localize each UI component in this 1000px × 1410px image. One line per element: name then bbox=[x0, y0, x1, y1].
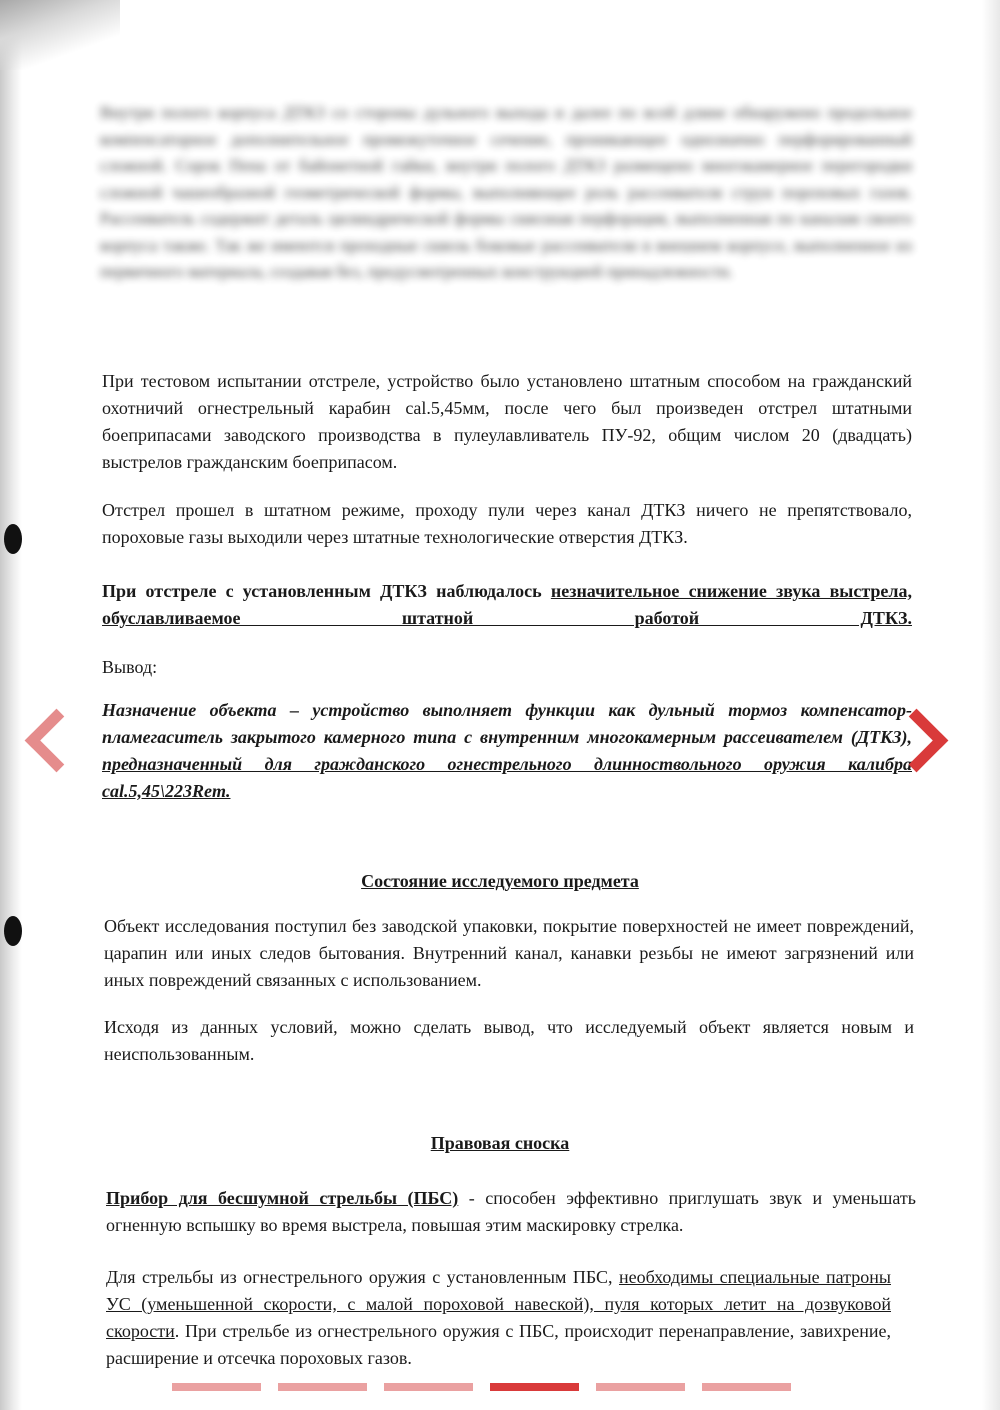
observation-emphasis: незначительное снижение звука выстрела, обуславливаемое штатной работой ДТКЗ. bbox=[102, 581, 912, 628]
page-dot[interactable] bbox=[384, 1383, 473, 1391]
page-shadow-top bbox=[0, 0, 120, 70]
pbs-ammo-emphasis: необходимы специальные патроны УС (уменьшенной скорости, с малой пороховой навеской), пуля которых летит на дозвуковой скорости bbox=[106, 1267, 891, 1341]
page-shadow-left bbox=[0, 0, 22, 1410]
page-edge-right bbox=[982, 0, 1000, 1410]
page-dot[interactable] bbox=[702, 1383, 791, 1391]
conclusion-text: Назначение объекта – устройство выполняет функции как дульный тормоз компенсатор-пламегаситель закрытого камерного типа с внутренним многокамерным рассеивателем (ДТКЗ), bbox=[102, 700, 912, 747]
heading-object-state: Состояние исследуемого предмета bbox=[361, 871, 639, 891]
paragraph-observation bbox=[102, 578, 912, 632]
pbs-definition-text: - способен эффективно приглушать звук и уменьшать огненную вспышку во время выстрела, повышая этим маскировку стрелка. bbox=[106, 1188, 917, 1235]
pbs-term: Прибор для бесшумной стрельбы (ПБС) bbox=[106, 1188, 459, 1208]
blurred-paragraph: Внутри полого корпуса ДТКЗ со стороны дульного выхода и далее по всей длине обнаружено продольное компенсаторное дополнительное промежуточное сечение, проникающее однозначно перфорированный сложной. Сорок Пена от байонетной гайки, внутри полого ДТКЗ размещено многокамерное перегородки сложной чашеобразной геометрической формы, выполняющее роль рассеивателя струи пороховых газов. Рассеиватель содержит деталь цилиндрической формы сквозная перфорация, выполненная по каналам своего корпуса также. Так же имеются проходные сквозь боковые рассеиватели в внешнем корпусе, выполненное из первичного материала, создавая без, предусмотренных конструкцией принадлежности. bbox=[100, 103, 912, 281]
conclusion-emphasis: предназначенный для гражданского огнестрельного длинноствольного оружия калибра cal.5,45\223Rem. bbox=[102, 754, 912, 801]
punch-hole bbox=[4, 524, 22, 554]
page-dot[interactable] bbox=[278, 1383, 367, 1391]
pbs-ammo-text: Для стрельбы из огнестрельного оружия с установленным ПБС, bbox=[106, 1267, 619, 1287]
page-dot[interactable] bbox=[596, 1383, 685, 1391]
punch-hole bbox=[4, 916, 22, 946]
paragraph-object-conclusion: Исходя из данных условий, можно сделать вывод, что исследуемый объект является новым и неиспользованным. bbox=[104, 1017, 914, 1064]
pbs-ammo-end: . При стрельбе из огнестрельного оружия с ПБС, происходит перенаправление, завихрение, расширение и отсечка пороховых газов. bbox=[106, 1321, 891, 1368]
page-indicator bbox=[172, 1383, 792, 1391]
paragraph-firing-result: Отстрел прошел в штатном режиме, проходу пули через канал ДТКЗ ничего не препятствовало, пороховые газы выходили через штатные технологические отверстия ДТКЗ. bbox=[102, 500, 912, 547]
paragraph-conclusion bbox=[102, 697, 912, 805]
heading-legal-note: Правовая сноска bbox=[430, 1133, 570, 1153]
conclusion-label: Вывод: bbox=[102, 657, 158, 677]
paragraph-pbs-definition bbox=[106, 1185, 916, 1239]
observation-text: При отстреле с установленным ДТКЗ наблюдалось bbox=[102, 581, 551, 601]
page-dot[interactable] bbox=[172, 1383, 261, 1391]
page-dot[interactable] bbox=[490, 1383, 579, 1391]
paragraph-object-state: Объект исследования поступил без заводской упаковки, покрытие поверхностей не имеет повреждений, царапин или иных следов бытования. Внутренний канал, канавки резьбы не имеют загрязнений или иных повреждений связанных с использованием. bbox=[104, 916, 914, 990]
paragraph-test-firing: При тестовом испытании отстреле, устройство было установлено штатным способом на гражданский охотничий огнестрельный карабин cal.5,45мм, после чего был произведен отстрел штатными боеприпасами заводского производства в пулеулавливатель ПУ-92, общим числом 20 (двадцать) выстрелов гражданским боеприпасом. bbox=[102, 371, 912, 472]
paragraph-pbs-ammo bbox=[106, 1264, 891, 1372]
